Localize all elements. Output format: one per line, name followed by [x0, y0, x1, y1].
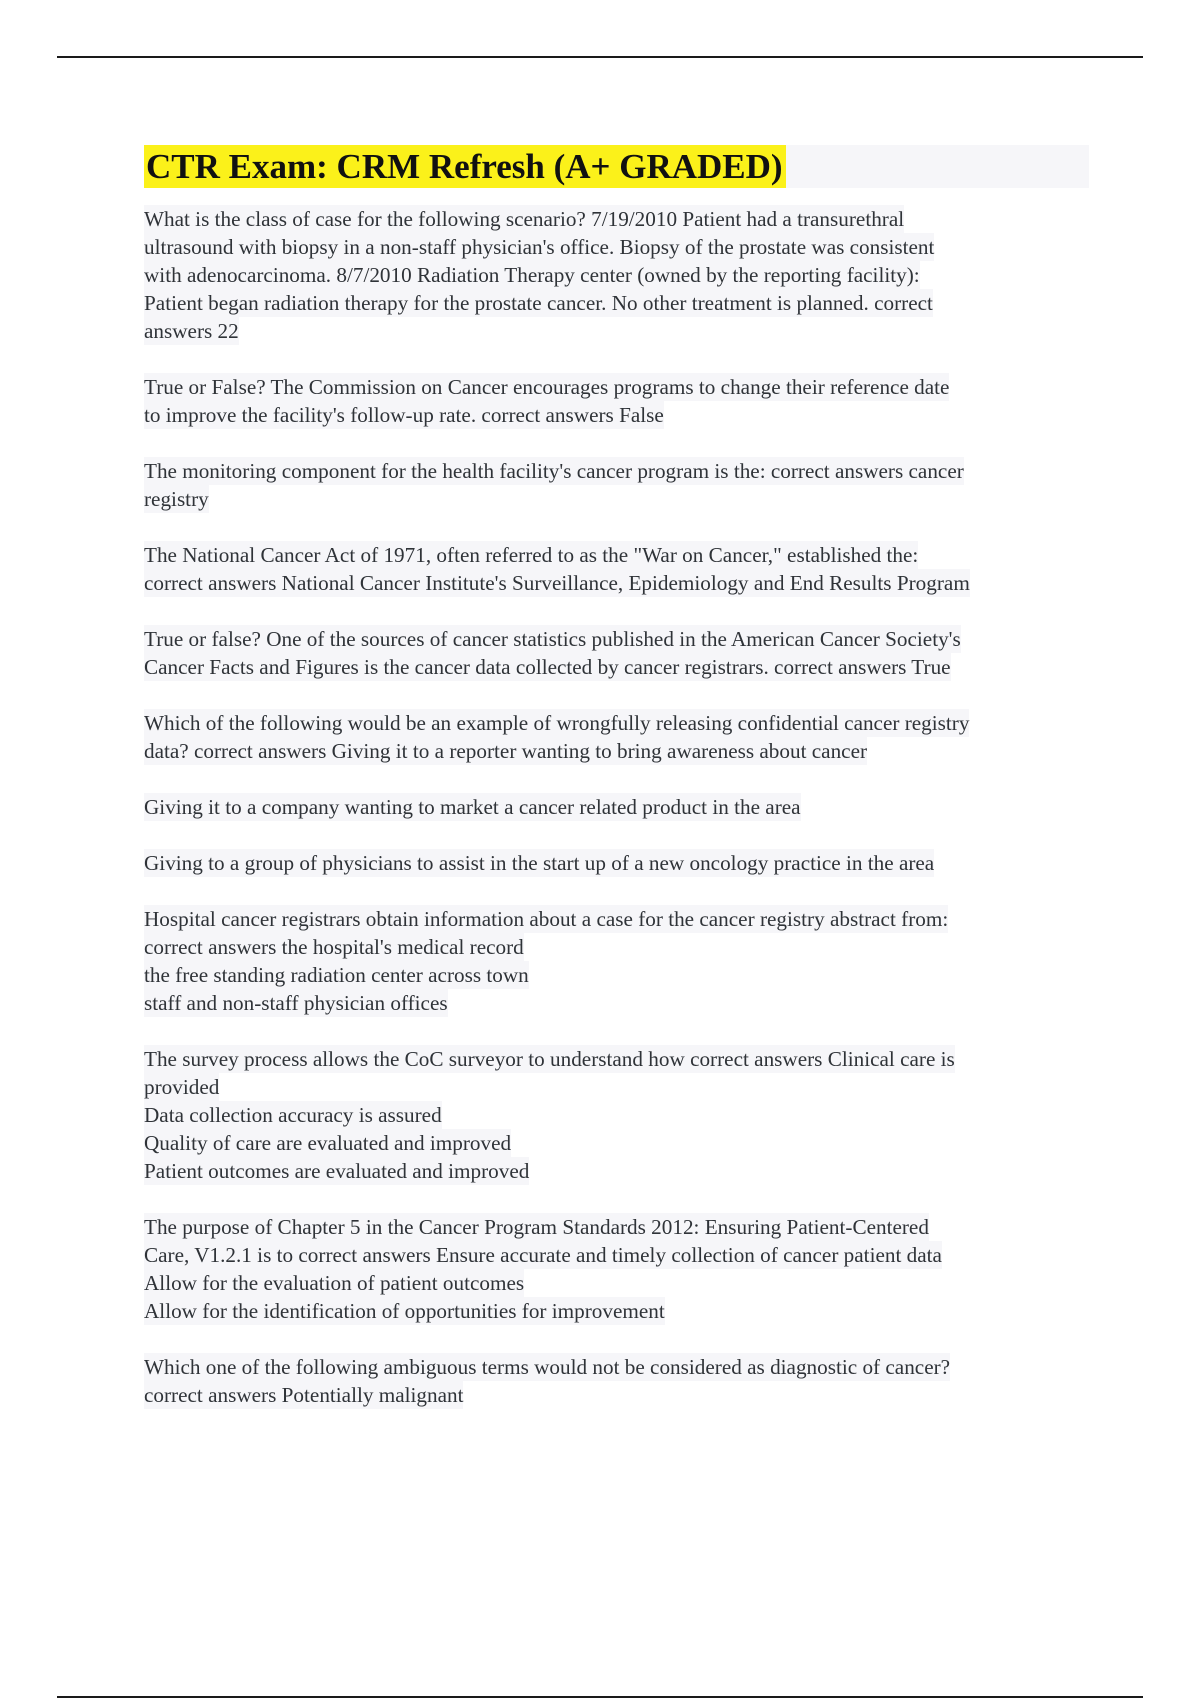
qa-text-line: Giving to a group of physicians to assist in the start up of a new oncology practice in the area	[144, 851, 935, 875]
qa-text-line: Which one of the following ambiguous terms would not be considered as diagnostic of cancer?	[144, 1355, 951, 1379]
qa-paragraph	[144, 1045, 1089, 1185]
qa-text-line: data? correct answers Giving it to a reporter wanting to bring awareness about cancer	[144, 739, 868, 763]
qa-text-line: the free standing radiation center across town	[144, 963, 529, 987]
qa-text-line: Patient outcomes are evaluated and improved	[144, 1159, 530, 1183]
qa-paragraph	[144, 205, 1089, 345]
qa-paragraph	[144, 457, 1089, 513]
qa-text-line: The purpose of Chapter 5 in the Cancer Program Standards 2012: Ensuring Patient-Centered	[144, 1215, 929, 1239]
qa-paragraph	[144, 1213, 1089, 1325]
qa-paragraph	[144, 373, 1089, 429]
qa-text-line: Hospital cancer registrars obtain information about a case for the cancer registry abstract from:	[144, 907, 949, 931]
document-body	[144, 145, 1089, 1437]
document-title: CTR Exam: CRM Refresh (A+ GRADED)	[144, 145, 786, 188]
qa-text-line: to improve the facility's follow-up rate. correct answers False	[144, 403, 664, 427]
top-rule	[57, 56, 1143, 58]
qa-text-line: The survey process allows the CoC surveyor to understand how correct answers Clinical care is	[144, 1047, 955, 1071]
qa-paragraph	[144, 541, 1089, 597]
qa-text-line: Cancer Facts and Figures is the cancer data collected by cancer registrars. correct answers True	[144, 655, 951, 679]
qa-text-line: correct answers Potentially malignant	[144, 1383, 464, 1407]
qa-text-line: ultrasound with biopsy in a non-staff physician's office. Biopsy of the prostate was consistent	[144, 235, 935, 259]
qa-text-line: Giving it to a company wanting to market a cancer related product in the area	[144, 795, 801, 819]
qa-list	[144, 205, 1089, 1409]
qa-text-line: Allow for the evaluation of patient outcomes	[144, 1271, 525, 1295]
qa-text-line: Data collection accuracy is assured	[144, 1103, 442, 1127]
qa-text-line: staff and non-staff physician offices	[144, 991, 448, 1015]
qa-text-line: provided	[144, 1075, 220, 1099]
qa-text-line: True or False? The Commission on Cancer encourages programs to change their reference date	[144, 375, 950, 399]
qa-text-line: answers 22	[144, 319, 239, 343]
qa-text-line: registry	[144, 487, 209, 511]
qa-text-line: Allow for the identification of opportunities for improvement	[144, 1299, 665, 1323]
qa-paragraph	[144, 1353, 1089, 1409]
qa-text-line: The National Cancer Act of 1971, often referred to as the "War on Cancer," established the:	[144, 543, 919, 567]
qa-text-line: True or false? One of the sources of cancer statistics published in the American Cancer Society's	[144, 627, 961, 651]
qa-text-line: Patient began radiation therapy for the prostate cancer. No other treatment is planned. correct	[144, 291, 933, 315]
qa-paragraph	[144, 709, 1089, 765]
qa-paragraph	[144, 793, 1089, 821]
qa-text-line: Care, V1.2.1 is to correct answers Ensure accurate and timely collection of cancer patient data	[144, 1243, 942, 1267]
qa-text-line: Which of the following would be an example of wrongfully releasing confidential cancer registry	[144, 711, 970, 735]
bottom-rule	[57, 1696, 1143, 1698]
qa-text-line: with adenocarcinoma. 8/7/2010 Radiation Therapy center (owned by the reporting facility):	[144, 263, 920, 287]
qa-text-line: What is the class of case for the following scenario? 7/19/2010 Patient had a transurethral	[144, 207, 905, 231]
qa-text-line: Quality of care are evaluated and improved	[144, 1131, 512, 1155]
qa-text-line: The monitoring component for the health facility's cancer program is the: correct answers cancer	[144, 459, 964, 483]
qa-paragraph	[144, 905, 1089, 1017]
qa-text-line: correct answers the hospital's medical record	[144, 935, 524, 959]
title-bar	[144, 145, 1089, 188]
qa-paragraph	[144, 849, 1089, 877]
qa-paragraph	[144, 625, 1089, 681]
qa-text-line: correct answers National Cancer Institute's Surveillance, Epidemiology and End Results Program	[144, 571, 970, 595]
